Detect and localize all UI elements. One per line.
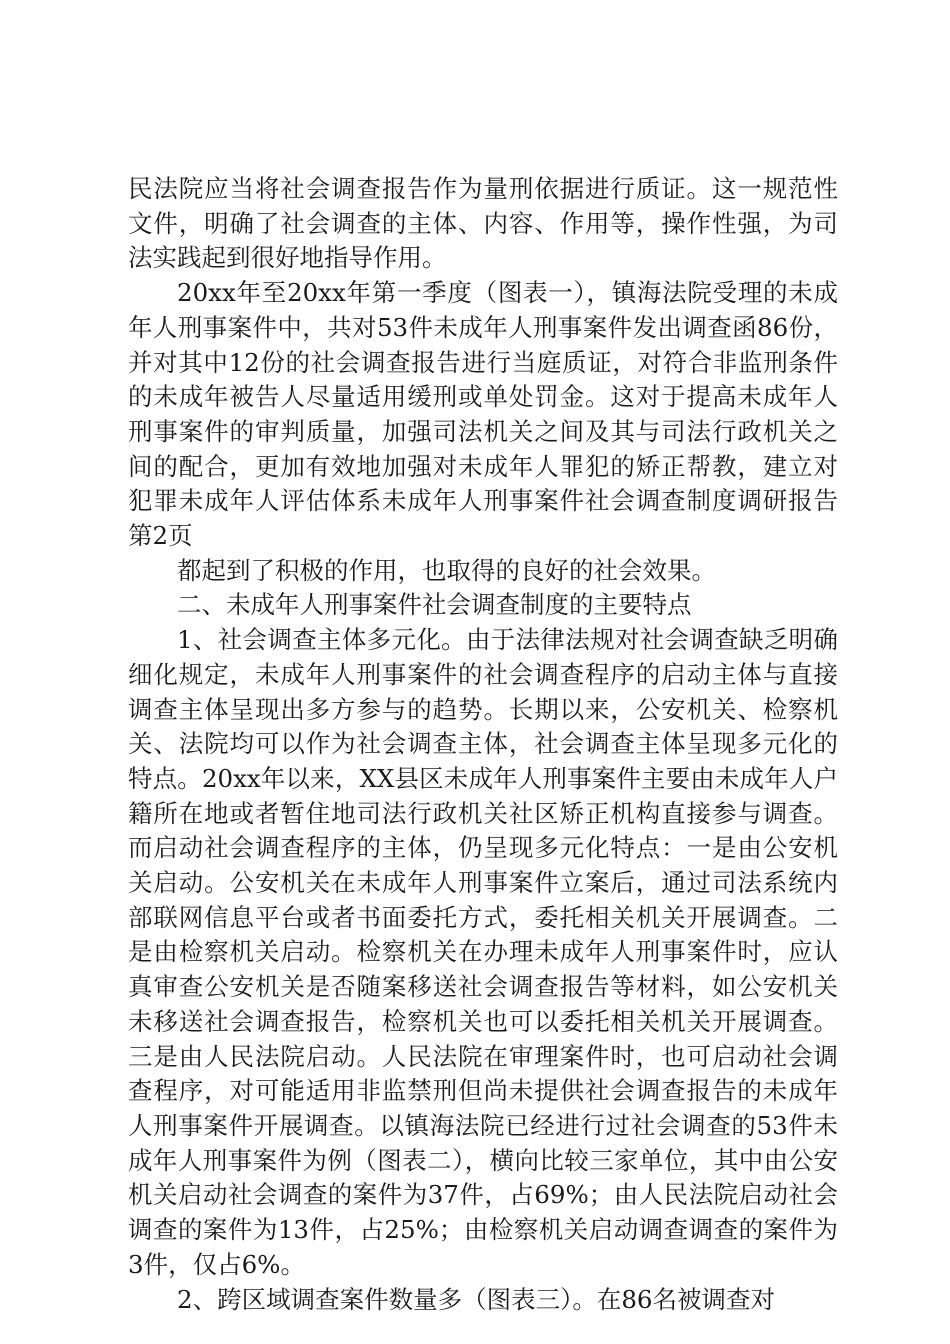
paragraph-statistics: 20xx年至20xx年第一季度（图表一），镇海法院受理的未成年人刑事案件中，共对53件未成年人刑事案件发出调查函86份，并对其中12份的社会调查报告进行当庭质证，对符合非监刑条件的未成年被告人尽量适用缓刑或单处罚金。这对于提高未成年人刑事案件的审判质量，加强司法机关之间及其与司法行政机关之间的配合，更加有效地加强对未成年人罪犯的矫正帮教，建立对犯罪未成年人评估体系未成年人刑事案件社会调查制度调研报告第2页	[128, 278, 838, 551]
paragraph-effect: 都起到了积极的作用，也取得的良好的社会效果。	[177, 555, 716, 585]
paragraph-continuation: 民法院应当将社会调查报告作为量刑依据进行质证。这一规范性文件，明确了社会调查的主体、内容、作用等，操作性强，为司法实践起到很好地指导作用。	[128, 174, 838, 273]
paragraph-point-1: 1、社会调查主体多元化。由于法律法规对社会调查缺乏明确细化规定，未成年人刑事案件的社会调查程序的启动主体与直接调查主体呈现出多方参与的趋势。长期以来，公安机关、检察机关、法院均可以作为社会调查主体，社会调查主体呈现多元化的特点。20xx年以来，XX县区未成年人刑事案件主要由未成年人户籍所在地或者暂住地司法行政机关社区矫正机构直接参与调查。而启动社会调查程序的主体，仍呈现多元化特点：一是由公安机关启动。公安机关在未成年人刑事案件立案后，通过司法系统内部联网信息平台或者书面委托方式，委托相关机关开展调查。二是由检察机关启动。检察机关在办理未成年人刑事案件时，应认真审查公安机关是否随案移送社会调查报告等材料，如公安机关未移送社会调查报告，检察机关也可以委托相关机关开展调查。三是由人民法院启动。人民法院在审理案件时，也可启动社会调查程序，对可能适用非监禁刑但尚未提供社会调查报告的未成年人刑事案件开展调查。以镇海法院已经进行过社会调查的53件未成年人刑事案件为例（图表二），横向比较三家单位，其中由公安机关启动社会调查的案件为37件，占69%；由人民法院启动社会调查的案件为13件，占25%；由检察机关启动调查调查的案件为3件，仅占6%。	[128, 625, 838, 1279]
paragraph-point-2: 2、跨区域调查案件数量多（图表三）。在86名被调查对	[177, 1284, 776, 1314]
section-heading: 二、未成年人刑事案件社会调查制度的主要特点	[177, 590, 692, 620]
document-body	[128, 172, 838, 1317]
